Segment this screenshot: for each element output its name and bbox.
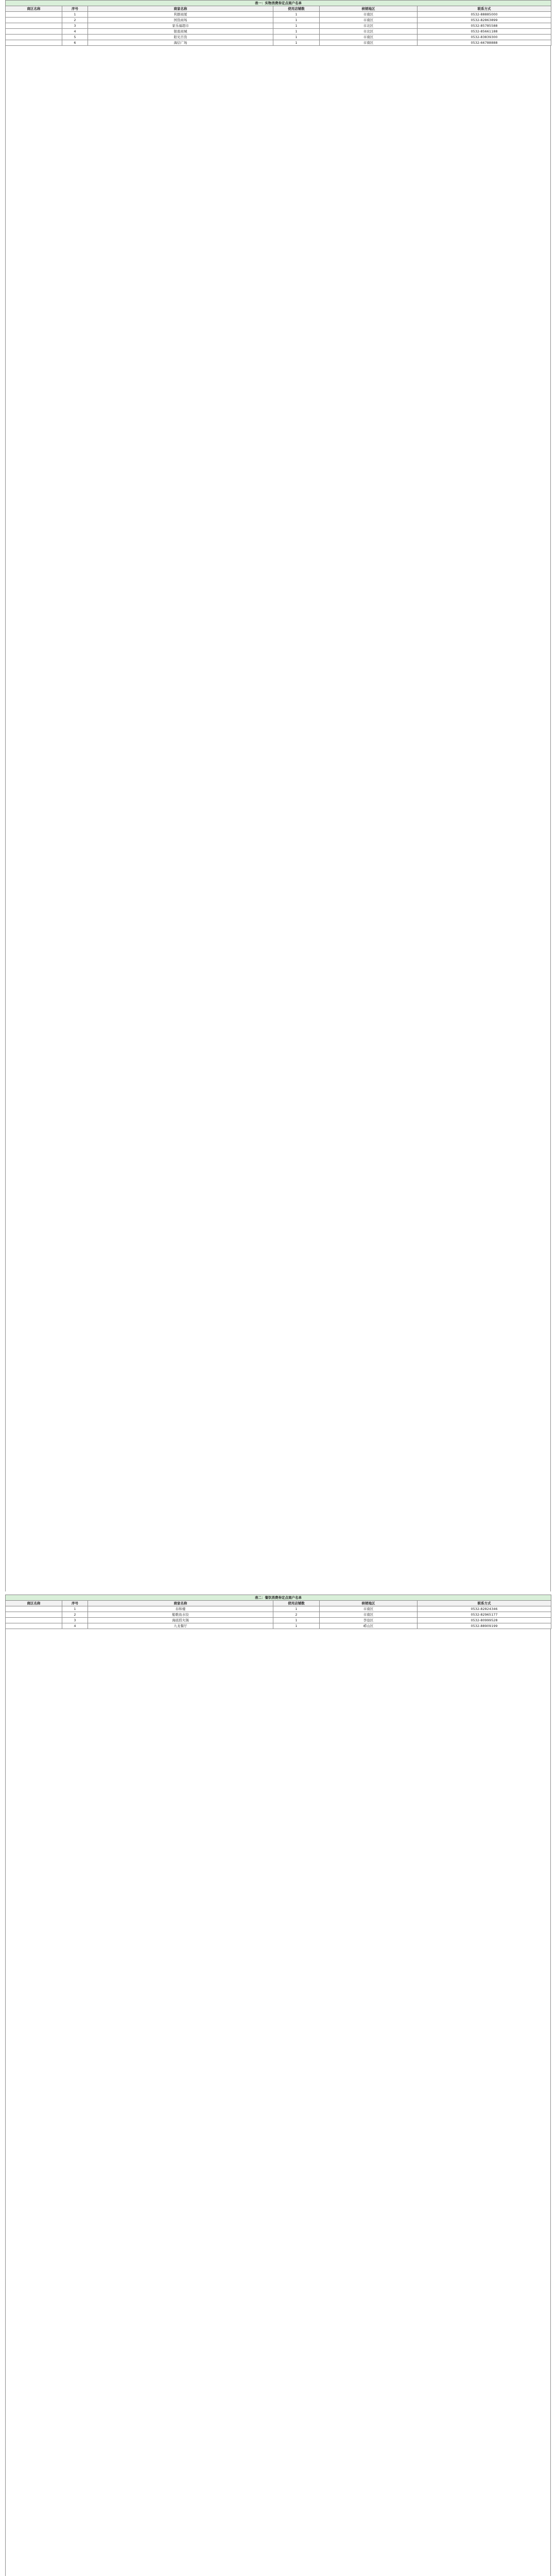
table-cell: 1	[273, 29, 320, 35]
table-cell	[6, 35, 62, 40]
col-header-index: 序号	[62, 6, 88, 12]
table-cell: 0532-88885000	[418, 12, 551, 18]
table-row	[6, 1623, 551, 1629]
table-cell: 6	[62, 40, 88, 46]
table-cell: 0532-82863899	[418, 18, 551, 23]
table-row	[6, 18, 551, 23]
section-title: 表一：实物消费券定点商户名单	[6, 1, 551, 6]
table-cell	[6, 40, 62, 46]
col-header-area: 核销地区	[320, 1601, 418, 1606]
col-header-phone: 联系方式	[418, 1601, 551, 1606]
table-row	[6, 29, 551, 35]
table-row	[6, 1606, 551, 1612]
table-cell	[6, 1612, 62, 1618]
table-cell	[6, 29, 62, 35]
table-cell: 李沧区	[320, 1618, 418, 1623]
section-title: 表二：餐饮消费券定点商户名单	[6, 1595, 551, 1601]
table-cell: 1	[273, 1606, 320, 1612]
table-cell: 银座商城	[88, 29, 273, 35]
table-cell: 0532-83839300	[418, 35, 551, 40]
table-cell: 2	[62, 1612, 88, 1618]
table-cell	[6, 18, 62, 23]
table-cell: 0532-85661188	[418, 29, 551, 35]
table-row	[6, 40, 551, 46]
col-header-merchant: 商家名称	[88, 1601, 273, 1606]
table-cell: 1	[273, 23, 320, 29]
col-header-phone: 联系方式	[418, 6, 551, 12]
merchant-table-2	[5, 1595, 551, 1629]
col-header-index: 序号	[62, 1601, 88, 1606]
table-cell: 市南区	[320, 18, 418, 23]
table-cell: 国货商场	[88, 18, 273, 23]
col-header-district: 商区名称	[6, 1601, 62, 1606]
table-cell	[6, 1618, 62, 1623]
table-cell: 市南区	[320, 40, 418, 46]
table-cell: 0532-82824346	[418, 1606, 551, 1612]
col-header-area: 核销地区	[320, 6, 418, 12]
table-cell: 市北区	[320, 29, 418, 35]
table-cell: 1	[273, 12, 320, 18]
table-cell: 阳光百货	[88, 35, 273, 40]
table-cell: 2	[62, 18, 88, 23]
table-cell	[6, 23, 62, 29]
table-continuation	[5, 46, 551, 1591]
table-row	[6, 1618, 551, 1623]
table-cell	[6, 1623, 62, 1629]
table-cell: 4	[62, 29, 88, 35]
table-cell: 1	[62, 12, 88, 18]
table-cell: 崂山区	[320, 1623, 418, 1629]
table-cell: 0532-80999528	[418, 1618, 551, 1623]
table-cell: 5	[62, 35, 88, 40]
table-cell: 市南区	[320, 35, 418, 40]
table-cell: 市南区	[320, 1612, 418, 1618]
table-continuation	[5, 1629, 551, 2576]
table-cell: 海底捞火锅	[88, 1618, 273, 1623]
table-row	[6, 35, 551, 40]
table-cell: 4	[62, 1623, 88, 1629]
table-cell: 家乐福超市	[88, 23, 273, 29]
table-cell: 利群商厦	[88, 12, 273, 18]
table-cell: 1	[273, 1618, 320, 1623]
table-row	[6, 1612, 551, 1618]
table-cell: 海信广场	[88, 40, 273, 46]
table-row	[6, 12, 551, 18]
table-cell: 1	[273, 40, 320, 46]
table-cell: 3	[62, 1618, 88, 1623]
table-cell	[6, 1606, 62, 1612]
table-cell: 市南区	[320, 12, 418, 18]
table-cell: 1	[62, 1606, 88, 1612]
table-cell: 1	[273, 35, 320, 40]
table-cell: 春和楼	[88, 1606, 273, 1612]
col-header-count: 使用店铺数	[273, 1601, 320, 1606]
col-header-merchant: 商家名称	[88, 6, 273, 12]
table-cell: 2	[273, 1612, 320, 1618]
table-cell: 九龙餐厅	[88, 1623, 273, 1629]
table-cell: 0532-82965177	[418, 1612, 551, 1618]
table-cell: 1	[273, 18, 320, 23]
table-cell: 0532-88909199	[418, 1623, 551, 1629]
col-header-district: 商区名称	[6, 6, 62, 12]
table-cell: 3	[62, 23, 88, 29]
table-cell: 市北区	[320, 23, 418, 29]
table-cell: 市南区	[320, 1606, 418, 1612]
table-cell	[6, 12, 62, 18]
table-cell: 0532-66788888	[418, 40, 551, 46]
table-cell: 船歌鱼水饺	[88, 1612, 273, 1618]
merchant-table-1	[5, 0, 551, 46]
table-cell: 0532-85785588	[418, 23, 551, 29]
table-row	[6, 23, 551, 29]
col-header-count: 使用店铺数	[273, 6, 320, 12]
table-cell: 1	[273, 1623, 320, 1629]
